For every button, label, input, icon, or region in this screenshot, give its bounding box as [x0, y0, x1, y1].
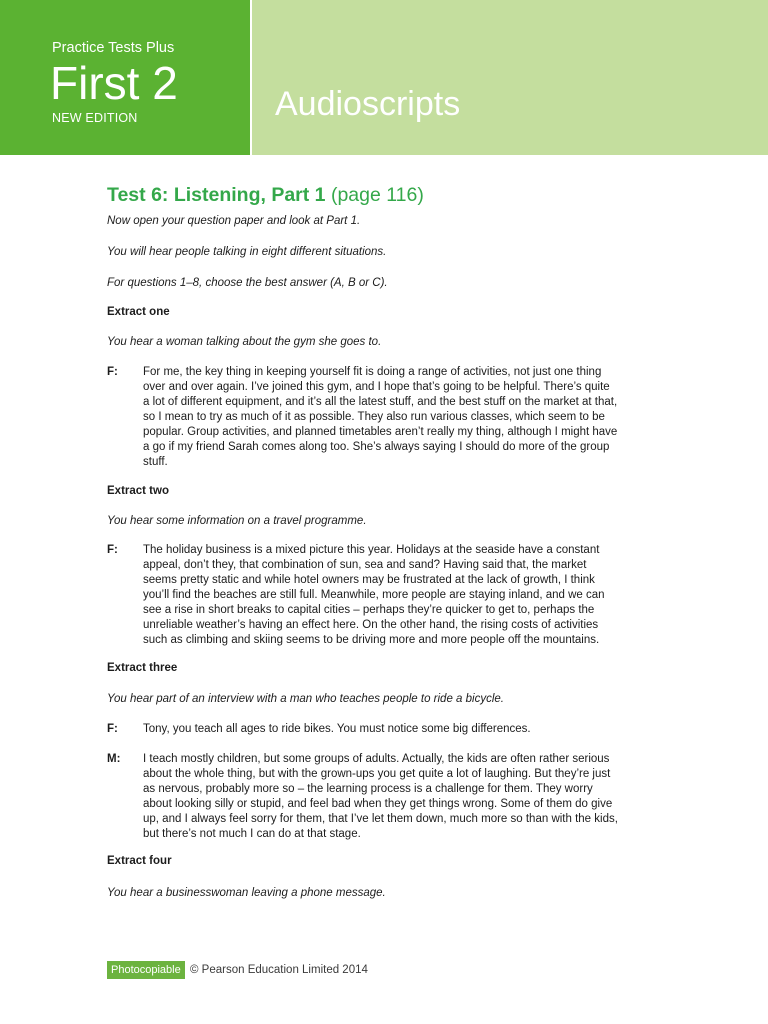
transcript-line: you’ll find the beaches are still full. Meanwhile, more people are staying inland, and we can	[143, 589, 605, 601]
transcript-line: The holiday business is a mixed picture this year. Holidays at the seaside have a constant	[143, 544, 600, 556]
extract-context: You hear a businesswoman leaving a phone message.	[107, 887, 386, 899]
page-heading-title: Test 6: Listening, Part 1	[107, 184, 326, 206]
transcript-line: so I mean to try as much of it as possible. They also run various classes, which seem to be	[143, 411, 605, 423]
transcript-line: about looking silly or stupid, and feel bad when they get things wrong. Some of them do give	[143, 798, 613, 810]
transcript-line: but there’s not much I can do at that stage.	[143, 828, 361, 840]
transcript-line: over and over again. I’ve joined this gym, and I hope that’s going to be helpful. There’s quite	[143, 381, 610, 393]
transcript-line: Tony, you teach all ages to ride bikes. You must notice some big differences.	[143, 723, 531, 735]
extract-context: You hear a woman talking about the gym she goes to.	[107, 336, 382, 348]
speaker-label: F:	[107, 544, 118, 556]
transcript-line: about the whole thing, but with the grown-ups you get quite a lot of laughing. But they’re just	[143, 768, 611, 780]
book-title: First 2	[50, 57, 178, 109]
transcript-line: I teach mostly children, but some groups of adults. Actually, the kids are often rather serious	[143, 753, 610, 765]
extract-heading: Extract one	[107, 306, 170, 318]
transcript-line: see a rise in short breaks to capital cities – perhaps they’re quicker to get to, perhaps the	[143, 604, 595, 616]
section-banner	[252, 0, 768, 155]
speaker-label: F:	[107, 723, 118, 735]
transcript-line: a go if my friend Sarah comes along too. She’s always saying I should do more of the group	[143, 441, 610, 453]
transcript-line: seems pretty static and while hotel owners may be frustrated at the lack of growth, I think	[143, 574, 595, 586]
speaker-label: F:	[107, 366, 118, 378]
instruction-line: For questions 1–8, choose the best answer (A, B or C).	[107, 277, 388, 289]
extract-heading: Extract four	[107, 855, 172, 867]
transcript-line: popular. Group activities, and planned timetables aren’t really my thing, although I might have	[143, 426, 618, 438]
section-title: Audioscripts	[275, 85, 461, 123]
copyright-notice: © Pearson Education Limited 2014	[190, 964, 368, 976]
instruction-line: Now open your question paper and look at Part 1.	[107, 215, 361, 227]
speaker-turn	[143, 752, 618, 842]
instruction-line: You will hear people talking in eight different situations.	[107, 246, 387, 258]
speaker-turn	[143, 722, 531, 737]
speaker-turn	[143, 543, 605, 648]
extract-heading: Extract two	[107, 485, 169, 497]
transcript-line: as nervous, probably more so – the learning process is a challenge for them. They worry	[143, 783, 593, 795]
transcript-line: such as climbing and skiing seems to be driving more and more people off the mountains.	[143, 634, 600, 646]
speaker-turn	[143, 365, 617, 470]
transcript-line: For me, the key thing in keeping yourself fit is doing a range of activities, not just one thing	[143, 366, 602, 378]
extract-context: You hear part of an interview with a man who teaches people to ride a bicycle.	[107, 693, 504, 705]
series-name: Practice Tests Plus	[52, 40, 175, 56]
transcript-line: stuff.	[143, 456, 168, 468]
transcript-line: up, and I always feel sorry for them, that I’ve let them down, much more so than with the kids,	[143, 813, 618, 825]
transcript-line: appeal, don’t they, that combination of sun, sea and sand? Having said that, the market	[143, 559, 587, 571]
brand-panel	[0, 0, 250, 155]
page-heading	[107, 181, 424, 209]
page-heading-page-ref: (page 116)	[325, 184, 424, 206]
extract-context: You hear some information on a travel programme.	[107, 515, 367, 527]
transcript-line: unreliable weather’s having an effect here. On the other hand, the rising costs of activities	[143, 619, 599, 631]
extract-heading: Extract three	[107, 662, 178, 674]
transcript-line: a lot of different equipment, and it’s all the latest stuff, and the best stuff on the market at that,	[143, 396, 618, 408]
speaker-label: M:	[107, 753, 121, 765]
edition-label: NEW EDITION	[52, 111, 138, 125]
photocopiable-badge: Photocopiable	[107, 961, 185, 979]
